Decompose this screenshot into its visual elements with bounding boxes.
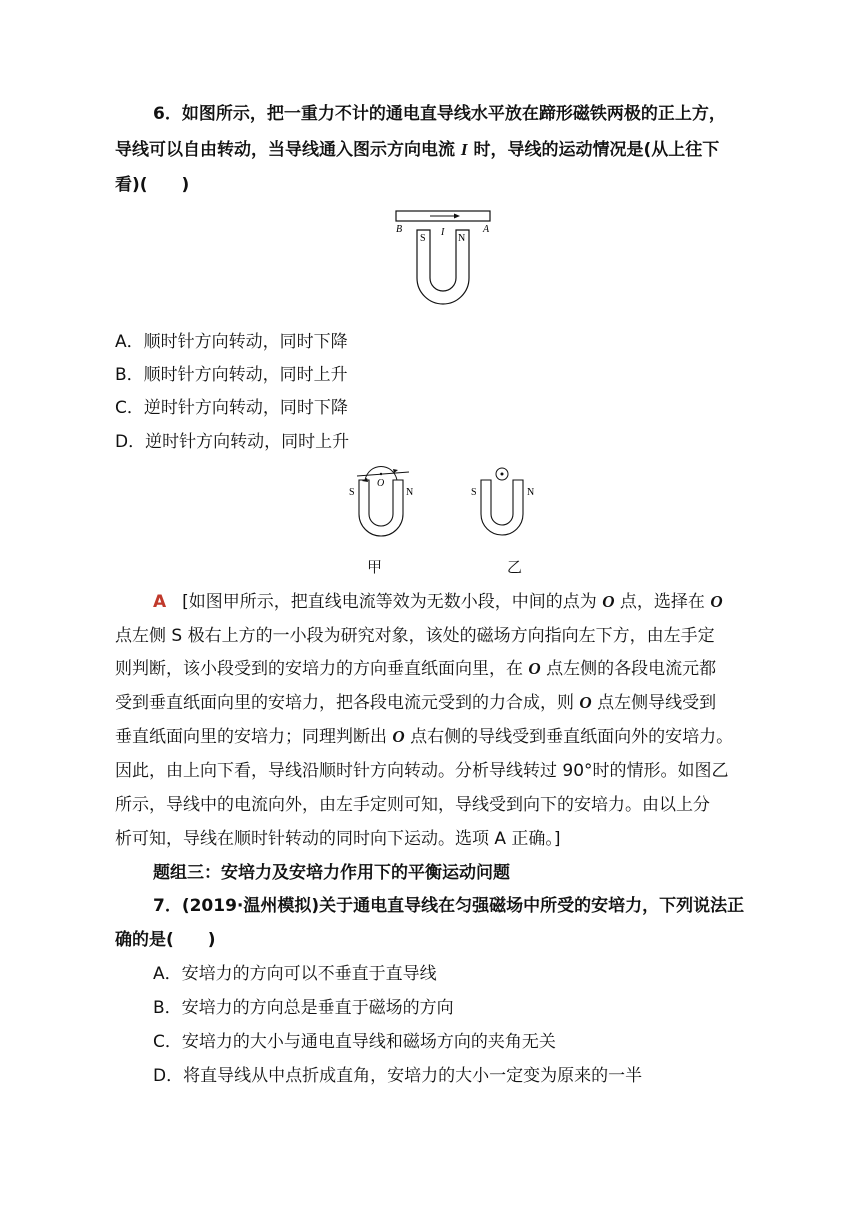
exp-l3-o: O [528,659,541,678]
label-o: O [377,478,385,489]
q6-stem-line1: 6．如图所示，把一重力不计的通电直导线水平放在蹄形磁铁两极的正上方， [153,104,726,124]
exp-l1-o: O [602,592,615,611]
explanation-line6: 因此，由上向下看，导线沿顺时针方向转动。分析导线转过 90°时的情形。如图乙 [115,761,729,781]
explanation-line8: 析可知，导线在顺时针转动的同时向下运动。选项 A 正确。] [115,829,561,849]
label-s-jia: S [349,487,355,498]
exp-l4-b: 点左侧导线受到 [591,693,717,713]
exp-l3-a: 则判断，该小段受到的安培力的方向垂直纸面向里，在 [115,659,529,679]
q6-stem-line2-b: 时，导线的运动情况是(从上往下 [467,140,720,160]
q6-option-c: C．逆时针方向转动，同时下降 [115,398,348,418]
q6-option-a: A．顺时针方向转动，同时下降 [115,332,348,352]
exp-l5-a: 垂直纸面向里的安培力；同理判断出 [115,727,393,747]
label-a: A [483,224,490,235]
explanation-line2: 点左侧 S 极右上方的一小段为研究对象，该处的磁场方向指向左下方，由左手定 [115,626,715,646]
label-s-yi: S [471,487,477,498]
exp-l1-b: 点，选择在 [614,592,711,612]
q7-stem-line1: 7．(2019·温州模拟)关于通电直导线在匀强磁场中所受的安培力，下列说法正 [153,896,745,916]
explanation-line1 [153,591,723,613]
exp-l4-o: O [579,693,592,712]
q7-option-a: A．安培力的方向可以不垂直于直导线 [153,964,437,984]
exp-l5-o: O [392,727,405,746]
exp-l1-o2: O [710,592,723,611]
current-symbol: I [460,140,468,159]
q6-stem-line3: 看)( ) [115,175,190,195]
horseshoe-magnet-figure [390,208,500,316]
caption-jia: 甲 [367,558,383,576]
explanation-line7: 所示，导线中的电流向外，由左手定则可知，导线受到向下的安培力。由以上分 [115,795,710,815]
explanation-line3 [115,658,716,680]
label-n-jia: N [406,487,414,498]
q6-option-b: B．顺时针方向转动，同时上升 [115,365,348,385]
exp-l5-b: 点右侧的导线受到垂直纸面向外的安培力。 [404,727,734,747]
q6-option-d: D．逆时针方向转动，同时上升 [115,432,350,452]
q7-option-b: B．安培力的方向总是垂直于磁场的方向 [153,998,454,1018]
q6-stem-line2-a: 导线可以自由转动，当导线通入图示方向电流 [115,140,461,160]
label-n-yi: N [527,487,535,498]
caption-yi: 乙 [507,558,523,576]
exp-l1-a: [如图甲所示，把直线电流等效为无数小段，中间的点为 [182,592,603,612]
q7-stem-line2: 确的是( ) [115,930,216,950]
label-s: S [420,233,426,244]
explanation-line5 [115,726,733,748]
q6-stem-line2 [115,139,719,161]
figure-yi [465,462,540,540]
q7-option-c: C．安培力的大小与通电直导线和磁场方向的夹角无关 [153,1032,556,1052]
group3-title: 题组三：安培力及安培力作用下的平衡运动问题 [153,863,510,883]
figure-jia [345,462,420,540]
label-b: B [396,224,403,235]
exp-l3-b: 点左侧的各段电流元都 [540,659,717,679]
label-i: I [441,227,445,238]
q7-option-d: D．将直导线从中点折成直角，安培力的大小一定变为原来的一半 [153,1066,643,1086]
label-n: N [458,233,466,244]
explanation-line4 [115,692,716,714]
current-out-of-page-icon [501,473,504,476]
answer-letter: A [153,592,167,612]
exp-l4-a: 受到垂直纸面向里的安培力，把各段电流元受到的力合成，则 [115,693,580,713]
